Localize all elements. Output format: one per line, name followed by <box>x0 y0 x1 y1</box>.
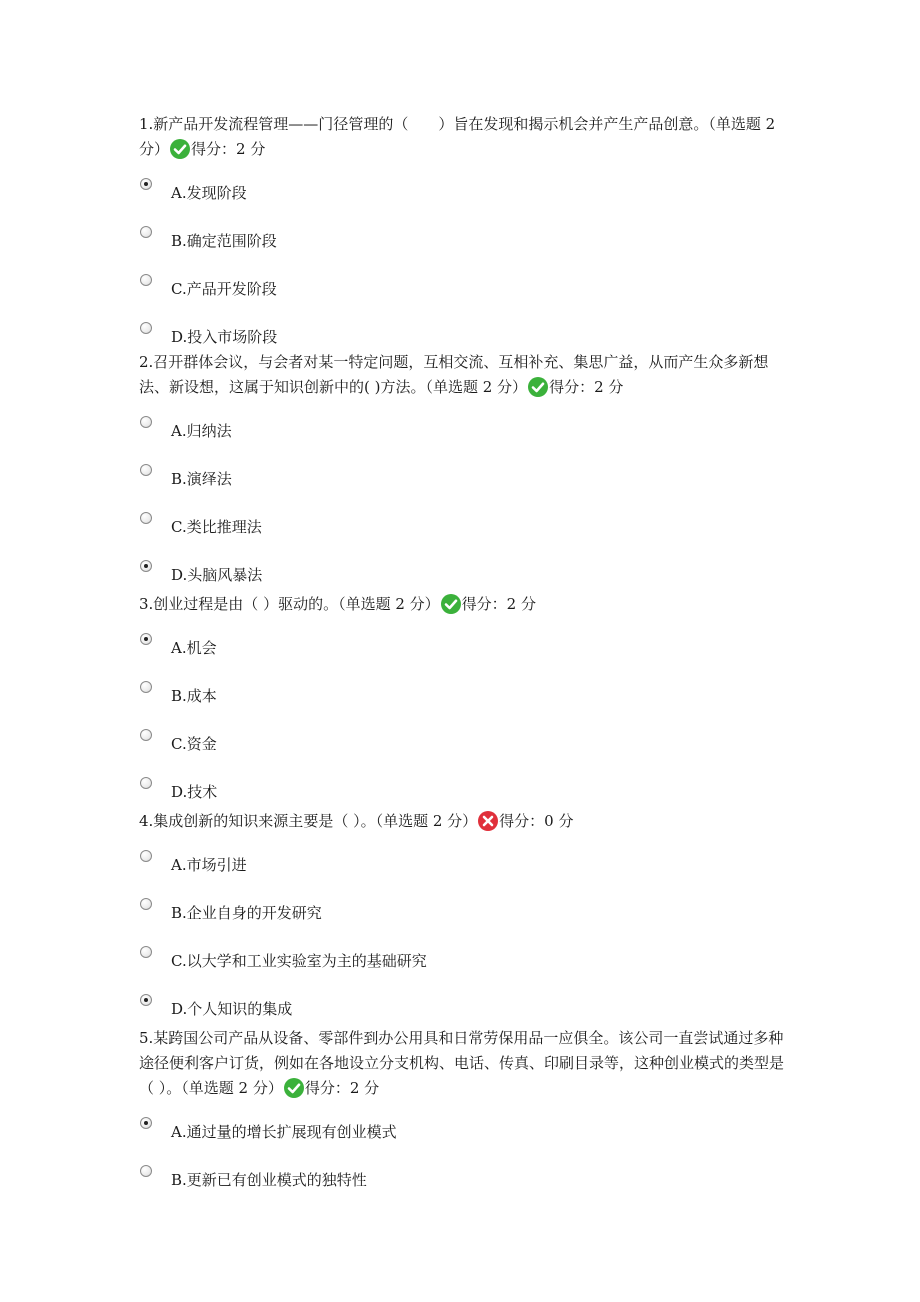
score-text: 得分：0 分 <box>499 812 574 830</box>
question-2 <box>139 349 789 591</box>
option-label: C.类比推理法 <box>171 518 262 536</box>
radio-button-selected[interactable] <box>140 178 152 190</box>
option-label: D.技术 <box>171 783 218 801</box>
option-label: A.归纳法 <box>171 422 232 440</box>
option-label: B.演绎法 <box>171 470 232 488</box>
radio-button[interactable] <box>140 898 152 910</box>
question-text-line <box>139 111 789 161</box>
question-1 <box>139 111 789 353</box>
answer-option[interactable] <box>139 209 789 257</box>
answer-option[interactable] <box>139 1148 789 1196</box>
question-3 <box>139 591 789 808</box>
option-label: C.产品开发阶段 <box>171 280 277 298</box>
option-label: D.头脑风暴法 <box>171 566 263 584</box>
question-text-line <box>139 808 789 833</box>
score-text: 得分：2 分 <box>461 595 536 613</box>
question-text-line <box>139 349 789 399</box>
answer-option[interactable] <box>139 447 789 495</box>
answer-option[interactable] <box>139 977 789 1025</box>
cross-icon <box>478 811 498 831</box>
radio-button[interactable] <box>140 777 152 789</box>
radio-button[interactable] <box>140 274 152 286</box>
radio-button[interactable] <box>140 512 152 524</box>
check-icon <box>170 139 190 159</box>
score-text: 得分：2 分 <box>304 1079 380 1097</box>
score-text: 得分：2 分 <box>191 140 266 158</box>
question-text: 4.集成创新的知识来源主要是（ ）。（单选题 2 分） <box>139 812 478 830</box>
answer-option[interactable] <box>139 495 789 543</box>
answer-option[interactable] <box>139 543 789 591</box>
check-icon <box>284 1078 304 1098</box>
answer-option[interactable] <box>139 399 789 447</box>
answer-option[interactable] <box>139 305 789 353</box>
answer-option[interactable] <box>139 881 789 929</box>
radio-button[interactable] <box>140 322 152 334</box>
check-icon <box>441 594 461 614</box>
answer-option[interactable] <box>139 760 789 808</box>
question-text: 5.某跨国公司产品从设备、零部件到办公用具和日常劳保用品一应俱全。该公司一直尝试通过多种途径便利客户订货，例如在各地设立分支机构、电话、传真、印刷目录等，这种创业模式的类型是（ ）。（单选题 2 分） <box>139 1029 785 1097</box>
radio-button[interactable] <box>140 850 152 862</box>
radio-button[interactable] <box>140 464 152 476</box>
option-label: D.个人知识的集成 <box>171 1000 293 1018</box>
option-label: B.确定范围阶段 <box>171 232 277 250</box>
option-label: B.企业自身的开发研究 <box>171 904 322 922</box>
radio-button[interactable] <box>140 729 152 741</box>
answer-option[interactable] <box>139 712 789 760</box>
quiz-container <box>139 111 789 1196</box>
question-text-line <box>139 1025 789 1100</box>
radio-button[interactable] <box>140 1165 152 1177</box>
option-label: A.通过量的增长扩展现有创业模式 <box>171 1123 397 1141</box>
answer-option[interactable] <box>139 664 789 712</box>
question-5 <box>139 1025 789 1196</box>
radio-button-selected[interactable] <box>140 994 152 1006</box>
radio-button[interactable] <box>140 226 152 238</box>
radio-button[interactable] <box>140 946 152 958</box>
question-text: 2.召开群体会议，与会者对某一特定问题，互相交流、互相补充、集思广益，从而产生众多新想法、新设想，这属于知识创新中的( )方法。（单选题 2 分） <box>139 353 769 396</box>
option-label: A.发现阶段 <box>171 184 247 202</box>
option-label: B.更新已有创业模式的独特性 <box>171 1171 367 1189</box>
answer-option[interactable] <box>139 1100 789 1148</box>
radio-button[interactable] <box>140 416 152 428</box>
option-label: A.市场引进 <box>171 856 247 874</box>
option-label: C.以大学和工业实验室为主的基础研究 <box>171 952 427 970</box>
option-label: B.成本 <box>171 687 217 705</box>
option-label: C.资金 <box>171 735 217 753</box>
check-icon <box>528 377 548 397</box>
option-label: D.投入市场阶段 <box>171 328 278 346</box>
answer-option[interactable] <box>139 616 789 664</box>
question-text: 1.新产品开发流程管理——门径管理的（ ）旨在发现和揭示机会并产生产品创意。（单选题 2 分） <box>139 115 776 158</box>
radio-button-selected[interactable] <box>140 633 152 645</box>
question-4 <box>139 808 789 1025</box>
question-text: 3.创业过程是由（ ）驱动的。（单选题 2 分） <box>139 595 440 613</box>
answer-option[interactable] <box>139 929 789 977</box>
option-label: A.机会 <box>171 639 217 657</box>
radio-button-selected[interactable] <box>140 560 152 572</box>
question-text-line <box>139 591 789 616</box>
answer-option[interactable] <box>139 833 789 881</box>
answer-option[interactable] <box>139 161 789 209</box>
radio-button-selected[interactable] <box>140 1117 152 1129</box>
score-text: 得分：2 分 <box>549 378 624 396</box>
radio-button[interactable] <box>140 681 152 693</box>
answer-option[interactable] <box>139 257 789 305</box>
